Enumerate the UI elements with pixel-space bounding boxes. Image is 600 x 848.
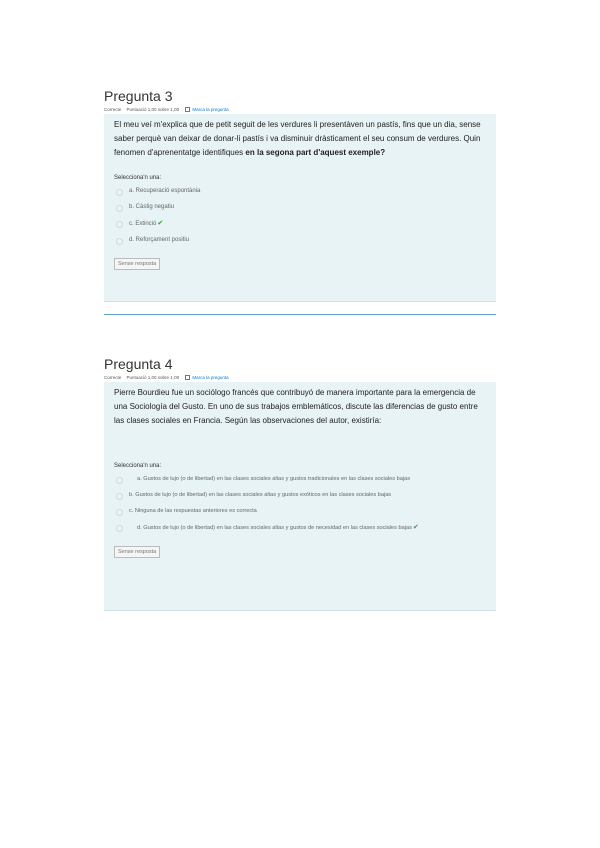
radio-button[interactable] — [116, 221, 123, 228]
clear-choice-button[interactable]: Sense resposta — [114, 546, 160, 558]
question-status: Correcte — [104, 375, 122, 380]
radio-button[interactable] — [116, 477, 123, 484]
answer-option-c[interactable] — [114, 219, 488, 229]
answer-option-d[interactable] — [114, 523, 488, 533]
flag-label: Marca la pregunta — [192, 375, 229, 380]
question-info — [104, 375, 496, 382]
answer-option-b[interactable] — [114, 491, 488, 500]
question-status: Correcte — [104, 107, 122, 112]
option-label: d. Gustos de lujo (o de libertad) en las clases sociales altas y gustos de necesidad en las clases sociales bajas — [137, 524, 412, 531]
option-label: a. Gustos de lujo (o de libertad) en las clases sociales altas y gustos tradicionales en las clases sociales bajas — [137, 475, 410, 482]
radio-button[interactable] — [116, 493, 123, 500]
flag-label: Marca la pregunta — [192, 107, 229, 112]
radio-button[interactable] — [116, 189, 123, 196]
check-icon: ✔ — [157, 219, 164, 227]
select-one-label: Selecciona'n una: — [114, 174, 162, 181]
option-label: b. Càstig negatiu — [129, 203, 175, 210]
radio-button[interactable] — [116, 238, 123, 245]
answer-option-d[interactable] — [114, 236, 488, 245]
flag-icon — [185, 375, 190, 380]
flag-question-link[interactable] — [185, 375, 228, 380]
clear-choice-button[interactable]: Sense resposta — [114, 258, 160, 270]
question-title: Pregunta 4 — [104, 356, 173, 372]
answer-option-c[interactable] — [114, 507, 488, 516]
answer-option-b[interactable] — [114, 203, 488, 212]
question-text: Pierre Bourdieu fue un sociólogo francés que contribuyó de manera importante para la emergencia de una Sociología del Gusto. En uno de sus trabajos emblemáticos, discute las diferencias de gusto entre las clases sociales en Francia. Según las observaciones del autor, existiría: — [114, 388, 478, 426]
question-info — [104, 107, 496, 114]
question-title: Pregunta 3 — [104, 88, 173, 104]
option-label: a. Recuperació espontània — [129, 187, 201, 194]
question-text-plain: El meu veí m'explica que de petit seguit de les verdures li presentàven un pastís, fins que un dia, sense saber perquè van deixar de donar-li pastís i va disminuir dràsticament el seu consum de verdures. Quin fenomen d'aprenentatge identifiques — [114, 120, 481, 158]
flag-icon — [185, 107, 190, 112]
question-text — [114, 118, 488, 161]
option-label: d. Reforçament positiu — [129, 236, 190, 243]
check-icon: ✔ — [412, 523, 419, 531]
question-text-bold: en la segona part d'aquest exemple? — [245, 148, 386, 158]
question-divider — [104, 314, 496, 315]
question-score: Puntuació 1,00 sobre 1,00 — [126, 107, 180, 112]
question-content — [104, 382, 496, 611]
select-one-label: Selecciona'n una: — [114, 462, 162, 469]
question-score: Puntuació 1,00 sobre 1,00 — [126, 375, 180, 380]
radio-button[interactable] — [116, 205, 123, 212]
flag-question-link[interactable] — [185, 107, 228, 112]
radio-button[interactable] — [116, 509, 123, 516]
answer-option-a[interactable] — [114, 187, 488, 196]
question-3 — [104, 88, 496, 302]
radio-button[interactable] — [116, 525, 123, 532]
question-content — [104, 114, 496, 302]
option-label: b. Gustos de lujo (o de libertad) en las clases sociales altas y gustos exóticos en las clases sociales bajas — [129, 491, 392, 498]
question-4 — [104, 356, 496, 611]
option-label: c. Ninguna de las respuestas anteriores es correcta — [129, 507, 257, 514]
option-label: c. Extinció — [129, 220, 157, 227]
answer-option-a[interactable] — [114, 475, 488, 484]
